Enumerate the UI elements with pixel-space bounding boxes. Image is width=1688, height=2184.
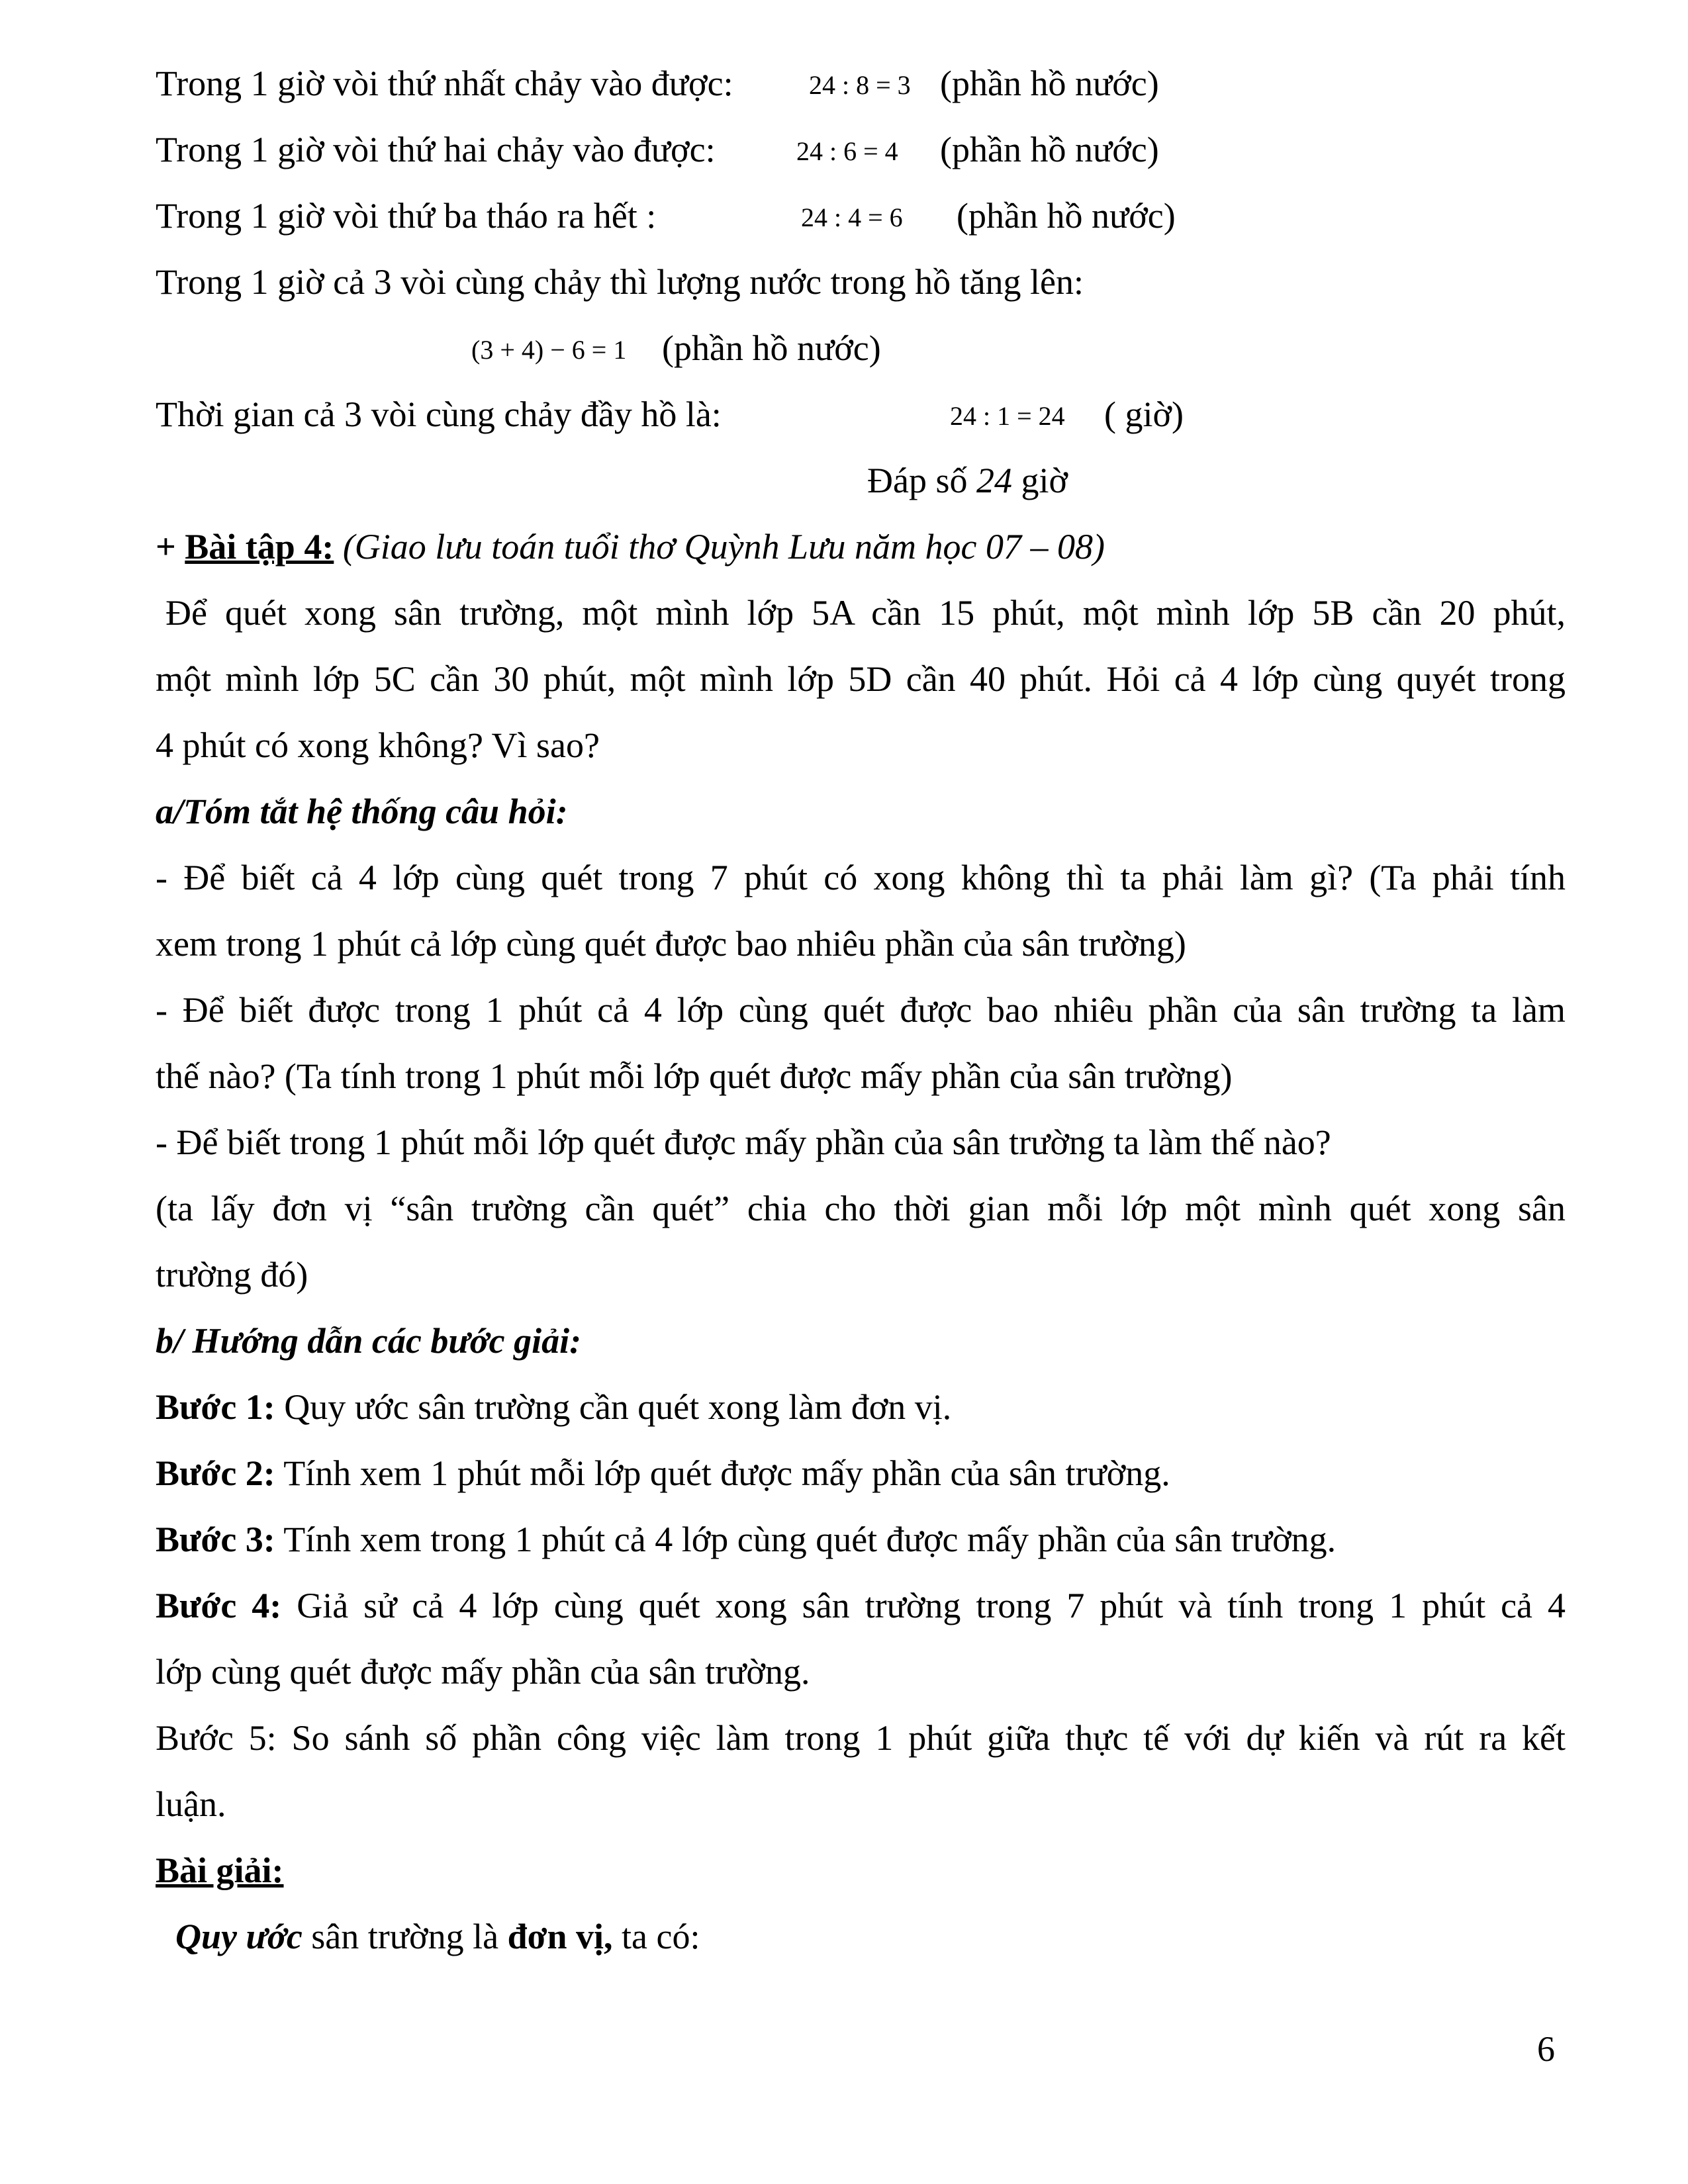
line-rate-tap-1 [156, 62, 733, 105]
answer-unit: giờ [1021, 461, 1068, 500]
exercise-prefix: + [156, 527, 185, 567]
step-line: Bước 5: So sánh số phần công việc làm trong 1 phút giữa thực tế với dự kiến và rút ra kết [156, 1718, 1566, 1758]
step-label: Bước 4: [156, 1586, 282, 1625]
line-combined-rate: Trong 1 giờ cả 3 vòi cùng chảy thì lượng nước trong hồ tăng lên: [156, 262, 1084, 302]
unit-label: (phần hồ nước) [957, 196, 1176, 236]
question-line: - Để biết trong 1 phút mỗi lớp quét được mấy phần của sân trường ta làm thế nào? [156, 1122, 1331, 1162]
exercise-heading [156, 525, 1105, 569]
don-vi: đơn vị, [507, 1917, 613, 1956]
step-label: Bước 3: [156, 1520, 275, 1559]
question-line: thế nào? (Ta tính trong 1 phút mỗi lớp quét được mấy phần của sân trường) [156, 1056, 1233, 1096]
problem-line: một mình lớp 5C cần 30 phút, một mình lớp 5D cần 40 phút. Hỏi cả 4 lớp cùng quyét trong [156, 659, 1566, 699]
problem-line: 4 phút có xong không? Vì sao? [156, 725, 600, 765]
step-line [156, 1584, 1566, 1627]
step-text: Tính xem trong 1 phút cả 4 lớp cùng quét được mấy phần của sân trường. [275, 1520, 1336, 1559]
step-line [156, 1385, 951, 1429]
step-text: Tính xem 1 phút mỗi lớp quét được mấy phần của sân trường. [275, 1453, 1170, 1493]
unit-label: (phần hồ nước) [940, 130, 1159, 169]
question-line: - Để biết cả 4 lớp cùng quét trong 7 phút có xong không thì ta phải làm gì? (Ta phải tính [156, 858, 1566, 897]
section-b-heading: b/ Hướng dẫn các bước giải: [156, 1321, 582, 1361]
step-label: Bước 1: [156, 1387, 275, 1427]
text: Trong 1 giờ vòi thứ hai chảy vào được: [156, 130, 716, 169]
unit-label: (phần hồ nước) [662, 328, 881, 368]
answer-line [867, 459, 1068, 502]
section-a-heading: a/Tóm tắt hệ thống câu hỏi: [156, 792, 568, 831]
step-line: luận. [156, 1784, 226, 1824]
unit-label: (phần hồ nước) [940, 64, 1159, 103]
line-rate-tap-3 [156, 194, 656, 238]
math-expression: 24 : 6 = 4 [796, 136, 898, 166]
question-line: (ta lấy đơn vị “sân trường cần quét” chia cho thời gian mỗi lớp một mình quét xong sân [156, 1189, 1566, 1228]
solution-heading: Bài giải: [156, 1850, 284, 1890]
answer-value: 24 [976, 461, 1012, 500]
step-line [156, 1518, 1336, 1561]
math-expression: (3 + 4) − 6 = 1 [471, 335, 627, 365]
step-line: lớp cùng quét được mấy phần của sân trường. [156, 1652, 810, 1692]
quy-uoc: Quy ước [175, 1917, 303, 1956]
question-line: - Để biết được trong 1 phút cả 4 lớp cùng quét được bao nhiêu phần của sân trường ta làm [156, 990, 1566, 1030]
math-expression: 24 : 4 = 6 [801, 203, 903, 232]
problem-line: Để quét xong sân trường, một mình lớp 5A cần 15 phút, một mình lớp 5B cần 20 phút, [165, 593, 1566, 633]
line-total-time: Thời gian cả 3 vòi cùng chảy đầy hồ là: [156, 394, 722, 434]
text: Trong 1 giờ vòi thứ nhất chảy vào được: [156, 64, 733, 103]
text: Trong 1 giờ vòi thứ ba tháo ra hết : [156, 196, 657, 236]
answer-label: Đáp số [867, 461, 968, 500]
question-line: xem trong 1 phút cả lớp cùng quét được bao nhiêu phần của sân trường) [156, 924, 1186, 964]
math-expression: 24 : 8 = 3 [809, 70, 911, 100]
exercise-source: (Giao lưu toán tuổi thơ Quỳnh Lưu năm học 07 – 08) [342, 527, 1105, 567]
solution-text: ta có: [612, 1917, 700, 1956]
question-line: trường đó) [156, 1255, 308, 1295]
step-line [156, 1451, 1170, 1495]
step-label: Bước 2: [156, 1453, 275, 1493]
unit-label: ( giờ) [1104, 394, 1184, 434]
step-text: Giả sử cả 4 lớp cùng quét xong sân trường trong 7 phút và tính trong 1 phút cả 4 [281, 1586, 1566, 1625]
line-rate-tap-2 [156, 128, 716, 171]
exercise-title: Bài tập 4: [185, 527, 334, 567]
page-number: 6 [1537, 2029, 1555, 2069]
solution-line [175, 1915, 700, 1958]
math-expression: 24 : 1 = 24 [950, 401, 1065, 431]
step-text: Quy ước sân trường cần quét xong làm đơn vị. [275, 1387, 952, 1427]
solution-text: sân trường là [302, 1917, 508, 1956]
